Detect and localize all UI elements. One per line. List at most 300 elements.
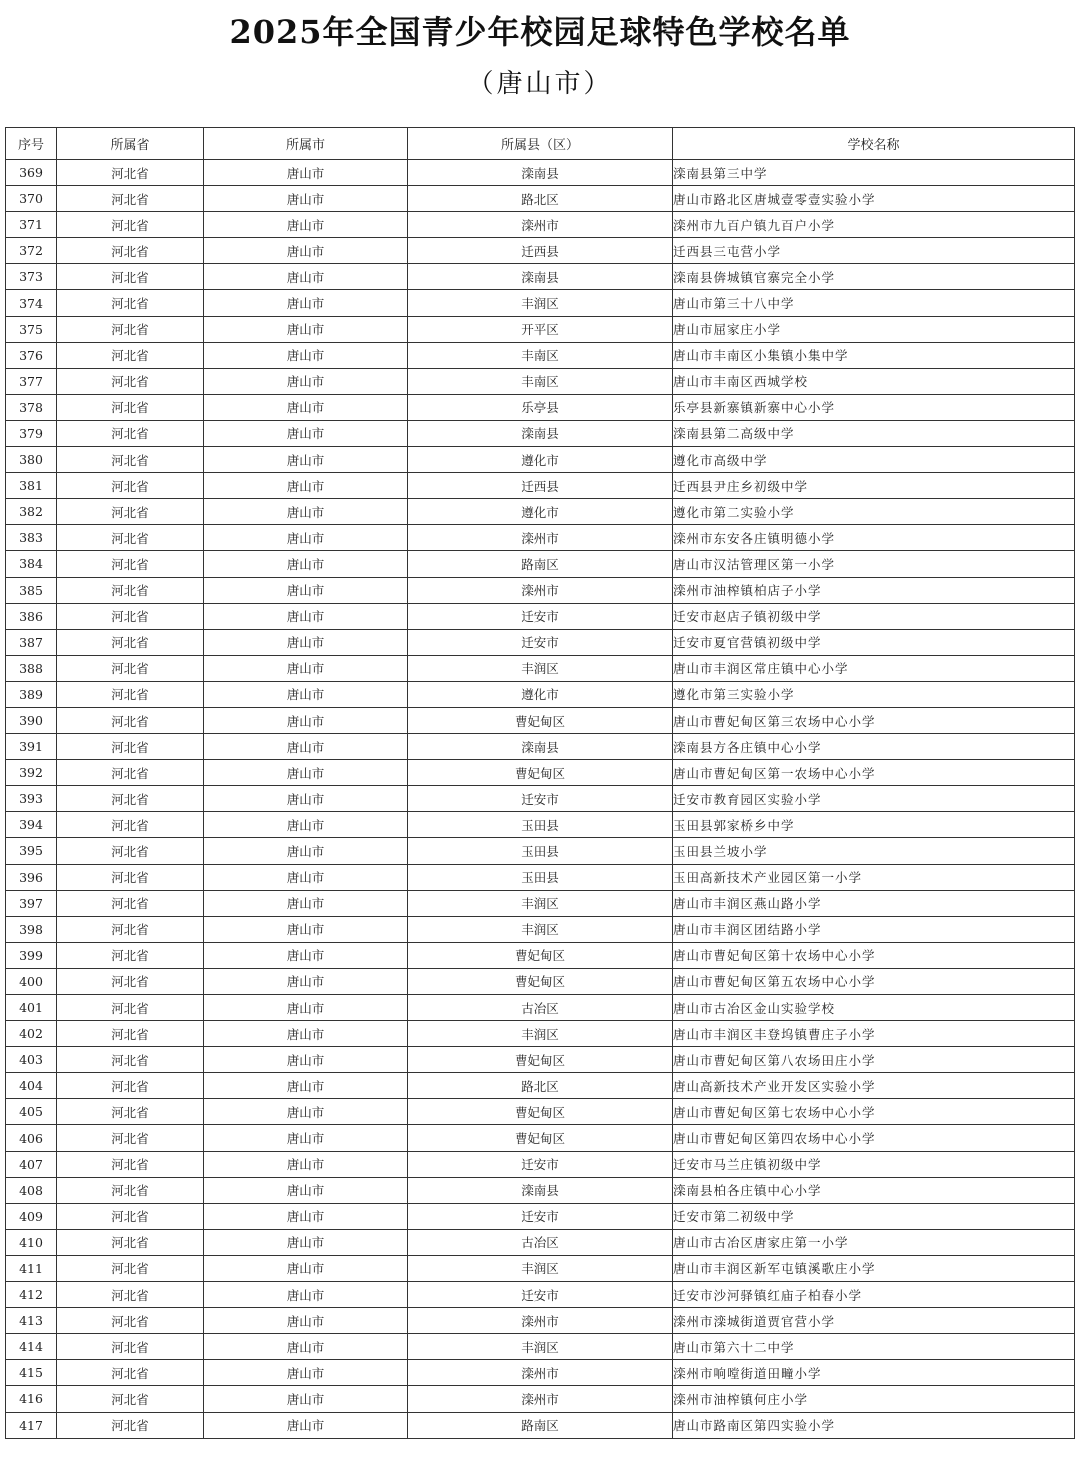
county-cell: 丰润区 [408, 1334, 673, 1360]
province-cell: 河北省 [57, 942, 204, 968]
school-name-cell: 唐山市曹妃甸区第五农场中心小学 [673, 968, 1075, 994]
city-cell: 唐山市 [204, 995, 408, 1021]
serial-number-cell: 404 [6, 1073, 57, 1099]
serial-number-cell: 378 [6, 394, 57, 420]
school-name-cell: 玉田高新技术产业园区第一小学 [673, 864, 1075, 890]
city-cell: 唐山市 [204, 1203, 408, 1229]
page-title: 2025年全国青少年校园足球特色学校名单 [229, 13, 851, 51]
school-list-table [5, 127, 1075, 1439]
province-cell: 河北省 [57, 1021, 204, 1047]
school-name-cell: 迁西县尹庄乡初级中学 [673, 473, 1075, 499]
county-cell: 曹妃甸区 [408, 1047, 673, 1073]
province-cell: 河北省 [57, 447, 204, 473]
province-cell: 河北省 [57, 1360, 204, 1386]
school-name-cell: 唐山市曹妃甸区第三农场中心小学 [673, 707, 1075, 733]
school-name-cell: 唐山市丰南区西城学校 [673, 368, 1075, 394]
county-cell: 滦南县 [408, 160, 673, 186]
header-city: 所属市 [204, 128, 408, 160]
city-cell: 唐山市 [204, 394, 408, 420]
province-cell: 河北省 [57, 160, 204, 186]
table-row [6, 1047, 1075, 1073]
city-cell: 唐山市 [204, 968, 408, 994]
school-name-cell: 唐山市丰润区团结路小学 [673, 916, 1075, 942]
table-row [6, 264, 1075, 290]
school-name-cell: 滦州市油榨镇何庄小学 [673, 1386, 1075, 1412]
table-row [6, 864, 1075, 890]
city-cell: 唐山市 [204, 1047, 408, 1073]
table-row [6, 995, 1075, 1021]
city-cell: 唐山市 [204, 447, 408, 473]
county-cell: 曹妃甸区 [408, 760, 673, 786]
city-cell: 唐山市 [204, 1125, 408, 1151]
table-row [6, 473, 1075, 499]
serial-number-cell: 379 [6, 420, 57, 446]
city-cell: 唐山市 [204, 1151, 408, 1177]
school-name-cell: 迁安市沙河驿镇红庙子柏春小学 [673, 1282, 1075, 1308]
province-cell: 河北省 [57, 734, 204, 760]
county-cell: 迁安市 [408, 1282, 673, 1308]
school-name-cell: 遵化市高级中学 [673, 447, 1075, 473]
city-cell: 唐山市 [204, 1021, 408, 1047]
county-cell: 滦南县 [408, 420, 673, 446]
county-cell: 滦州市 [408, 577, 673, 603]
table-row [6, 447, 1075, 473]
province-cell: 河北省 [57, 1203, 204, 1229]
province-cell: 河北省 [57, 838, 204, 864]
table-row [6, 238, 1075, 264]
serial-number-cell: 391 [6, 734, 57, 760]
page-subtitle: （唐山市） [467, 69, 613, 99]
city-cell: 唐山市 [204, 1282, 408, 1308]
county-cell: 迁安市 [408, 629, 673, 655]
serial-number-cell: 417 [6, 1412, 57, 1438]
school-name-cell: 迁安市赵店子镇初级中学 [673, 603, 1075, 629]
city-cell: 唐山市 [204, 577, 408, 603]
school-name-cell: 唐山市曹妃甸区第一农场中心小学 [673, 760, 1075, 786]
serial-number-cell: 414 [6, 1334, 57, 1360]
table-row [6, 342, 1075, 368]
table-row [6, 1229, 1075, 1255]
school-name-cell: 唐山市曹妃甸区第八农场田庄小学 [673, 1047, 1075, 1073]
school-name-cell: 唐山高新技术产业开发区实验小学 [673, 1073, 1075, 1099]
serial-number-cell: 369 [6, 160, 57, 186]
school-name-cell: 唐山市丰润区常庄镇中心小学 [673, 655, 1075, 681]
serial-number-cell: 385 [6, 577, 57, 603]
county-cell: 迁安市 [408, 786, 673, 812]
county-cell: 曹妃甸区 [408, 707, 673, 733]
city-cell: 唐山市 [204, 1334, 408, 1360]
county-cell: 遵化市 [408, 681, 673, 707]
county-cell: 乐亭县 [408, 394, 673, 420]
table-body [6, 160, 1075, 1439]
table-row [6, 707, 1075, 733]
school-name-cell: 迁西县三屯营小学 [673, 238, 1075, 264]
city-cell: 唐山市 [204, 1255, 408, 1281]
serial-number-cell: 383 [6, 525, 57, 551]
table-row [6, 968, 1075, 994]
county-cell: 丰润区 [408, 1255, 673, 1281]
table-row [6, 655, 1075, 681]
serial-number-cell: 400 [6, 968, 57, 994]
header-serial-number: 序号 [6, 128, 57, 160]
school-name-cell: 唐山市曹妃甸区第十农场中心小学 [673, 942, 1075, 968]
city-cell: 唐山市 [204, 1360, 408, 1386]
province-cell: 河北省 [57, 890, 204, 916]
city-cell: 唐山市 [204, 186, 408, 212]
school-name-cell: 遵化市第二实验小学 [673, 499, 1075, 525]
table-row [6, 499, 1075, 525]
province-cell: 河北省 [57, 499, 204, 525]
table-row [6, 1255, 1075, 1281]
province-cell: 河北省 [57, 707, 204, 733]
serial-number-cell: 394 [6, 812, 57, 838]
city-cell: 唐山市 [204, 1412, 408, 1438]
province-cell: 河北省 [57, 1334, 204, 1360]
county-cell: 遵化市 [408, 499, 673, 525]
school-name-cell: 滦州市油榨镇柏店子小学 [673, 577, 1075, 603]
header-province: 所属省 [57, 128, 204, 160]
county-cell: 丰润区 [408, 290, 673, 316]
serial-number-cell: 406 [6, 1125, 57, 1151]
city-cell: 唐山市 [204, 786, 408, 812]
serial-number-cell: 401 [6, 995, 57, 1021]
province-cell: 河北省 [57, 394, 204, 420]
serial-number-cell: 395 [6, 838, 57, 864]
header-county: 所属县（区） [408, 128, 673, 160]
county-cell: 丰润区 [408, 1021, 673, 1047]
serial-number-cell: 398 [6, 916, 57, 942]
school-name-cell: 唐山市丰南区小集镇小集中学 [673, 342, 1075, 368]
header-school-name: 学校名称 [673, 128, 1075, 160]
county-cell: 曹妃甸区 [408, 968, 673, 994]
table-row [6, 629, 1075, 655]
county-cell: 迁安市 [408, 1151, 673, 1177]
serial-number-cell: 380 [6, 447, 57, 473]
province-cell: 河北省 [57, 1177, 204, 1203]
school-name-cell: 滦州市滦城街道贾官营小学 [673, 1308, 1075, 1334]
province-cell: 河北省 [57, 1125, 204, 1151]
serial-number-cell: 405 [6, 1099, 57, 1125]
province-cell: 河北省 [57, 290, 204, 316]
county-cell: 迁安市 [408, 603, 673, 629]
county-cell: 曹妃甸区 [408, 1125, 673, 1151]
county-cell: 滦州市 [408, 525, 673, 551]
serial-number-cell: 392 [6, 760, 57, 786]
school-name-cell: 唐山市第六十二中学 [673, 1334, 1075, 1360]
county-cell: 迁安市 [408, 1203, 673, 1229]
serial-number-cell: 372 [6, 238, 57, 264]
city-cell: 唐山市 [204, 342, 408, 368]
city-cell: 唐山市 [204, 1308, 408, 1334]
serial-number-cell: 371 [6, 212, 57, 238]
school-name-cell: 滦州市响嘡街道田疃小学 [673, 1360, 1075, 1386]
serial-number-cell: 410 [6, 1229, 57, 1255]
county-cell: 迁西县 [408, 473, 673, 499]
school-name-cell: 玉田县兰坡小学 [673, 838, 1075, 864]
table-row [6, 186, 1075, 212]
county-cell: 丰南区 [408, 342, 673, 368]
serial-number-cell: 415 [6, 1360, 57, 1386]
school-name-cell: 滦州市东安各庄镇明德小学 [673, 525, 1075, 551]
serial-number-cell: 382 [6, 499, 57, 525]
serial-number-cell: 416 [6, 1386, 57, 1412]
province-cell: 河北省 [57, 1047, 204, 1073]
province-cell: 河北省 [57, 1282, 204, 1308]
city-cell: 唐山市 [204, 916, 408, 942]
school-name-cell: 唐山市第三十八中学 [673, 290, 1075, 316]
school-name-cell: 唐山市路北区唐城壹零壹实验小学 [673, 186, 1075, 212]
serial-number-cell: 407 [6, 1151, 57, 1177]
city-cell: 唐山市 [204, 629, 408, 655]
serial-number-cell: 412 [6, 1282, 57, 1308]
province-cell: 河北省 [57, 812, 204, 838]
city-cell: 唐山市 [204, 1099, 408, 1125]
serial-number-cell: 373 [6, 264, 57, 290]
province-cell: 河北省 [57, 603, 204, 629]
city-cell: 唐山市 [204, 942, 408, 968]
table-row [6, 577, 1075, 603]
province-cell: 河北省 [57, 1099, 204, 1125]
province-cell: 河北省 [57, 916, 204, 942]
province-cell: 河北省 [57, 212, 204, 238]
table-row [6, 368, 1075, 394]
county-cell: 古冶区 [408, 1229, 673, 1255]
table-row [6, 1334, 1075, 1360]
city-cell: 唐山市 [204, 707, 408, 733]
school-name-cell: 唐山市屈家庄小学 [673, 316, 1075, 342]
school-name-cell: 滦南县第三中学 [673, 160, 1075, 186]
table-row [6, 551, 1075, 577]
county-cell: 丰润区 [408, 655, 673, 681]
city-cell: 唐山市 [204, 551, 408, 577]
table-row [6, 890, 1075, 916]
school-name-cell: 唐山市古冶区唐家庄第一小学 [673, 1229, 1075, 1255]
table-row [6, 394, 1075, 420]
table-row [6, 1308, 1075, 1334]
serial-number-cell: 370 [6, 186, 57, 212]
county-cell: 玉田县 [408, 864, 673, 890]
county-cell: 路北区 [408, 1073, 673, 1099]
table-row [6, 1125, 1075, 1151]
table-row [6, 1360, 1075, 1386]
table-row [6, 838, 1075, 864]
province-cell: 河北省 [57, 1073, 204, 1099]
serial-number-cell: 377 [6, 368, 57, 394]
serial-number-cell: 388 [6, 655, 57, 681]
serial-number-cell: 390 [6, 707, 57, 733]
table-row [6, 1386, 1075, 1412]
city-cell: 唐山市 [204, 812, 408, 838]
school-name-cell: 玉田县郭家桥乡中学 [673, 812, 1075, 838]
city-cell: 唐山市 [204, 1386, 408, 1412]
school-name-cell: 唐山市丰润区新军屯镇溪歌庄小学 [673, 1255, 1075, 1281]
school-name-cell: 唐山市古冶区金山实验学校 [673, 995, 1075, 1021]
province-cell: 河北省 [57, 368, 204, 394]
province-cell: 河北省 [57, 629, 204, 655]
county-cell: 丰南区 [408, 368, 673, 394]
city-cell: 唐山市 [204, 420, 408, 446]
province-cell: 河北省 [57, 264, 204, 290]
county-cell: 玉田县 [408, 838, 673, 864]
province-cell: 河北省 [57, 864, 204, 890]
table-row [6, 525, 1075, 551]
school-name-cell: 滦南县方各庄镇中心小学 [673, 734, 1075, 760]
serial-number-cell: 413 [6, 1308, 57, 1334]
school-name-cell: 滦州市九百户镇九百户小学 [673, 212, 1075, 238]
province-cell: 河北省 [57, 1308, 204, 1334]
province-cell: 河北省 [57, 681, 204, 707]
table-row [6, 812, 1075, 838]
city-cell: 唐山市 [204, 655, 408, 681]
province-cell: 河北省 [57, 186, 204, 212]
school-name-cell: 滦南县柏各庄镇中心小学 [673, 1177, 1075, 1203]
table-row [6, 316, 1075, 342]
province-cell: 河北省 [57, 525, 204, 551]
table-row [6, 1412, 1075, 1438]
serial-number-cell: 393 [6, 786, 57, 812]
province-cell: 河北省 [57, 995, 204, 1021]
serial-number-cell: 396 [6, 864, 57, 890]
serial-number-cell: 376 [6, 342, 57, 368]
table-row [6, 1282, 1075, 1308]
province-cell: 河北省 [57, 551, 204, 577]
serial-number-cell: 403 [6, 1047, 57, 1073]
school-name-cell: 遵化市第三实验小学 [673, 681, 1075, 707]
school-name-cell: 唐山市路南区第四实验小学 [673, 1412, 1075, 1438]
province-cell: 河北省 [57, 1412, 204, 1438]
table-row [6, 1099, 1075, 1125]
serial-number-cell: 375 [6, 316, 57, 342]
serial-number-cell: 411 [6, 1255, 57, 1281]
serial-number-cell: 387 [6, 629, 57, 655]
serial-number-cell: 409 [6, 1203, 57, 1229]
table-row [6, 942, 1075, 968]
school-name-cell: 迁安市夏官营镇初级中学 [673, 629, 1075, 655]
serial-number-cell: 399 [6, 942, 57, 968]
province-cell: 河北省 [57, 473, 204, 499]
county-cell: 滦州市 [408, 1360, 673, 1386]
table-header-row [6, 128, 1075, 160]
table-row [6, 160, 1075, 186]
city-cell: 唐山市 [204, 238, 408, 264]
county-cell: 路南区 [408, 1412, 673, 1438]
county-cell: 迁西县 [408, 238, 673, 264]
city-cell: 唐山市 [204, 499, 408, 525]
city-cell: 唐山市 [204, 316, 408, 342]
city-cell: 唐山市 [204, 864, 408, 890]
table-row [6, 603, 1075, 629]
province-cell: 河北省 [57, 342, 204, 368]
province-cell: 河北省 [57, 1151, 204, 1177]
serial-number-cell: 386 [6, 603, 57, 629]
city-cell: 唐山市 [204, 212, 408, 238]
province-cell: 河北省 [57, 786, 204, 812]
city-cell: 唐山市 [204, 160, 408, 186]
table-row [6, 1021, 1075, 1047]
county-cell: 古冶区 [408, 995, 673, 1021]
city-cell: 唐山市 [204, 1177, 408, 1203]
city-cell: 唐山市 [204, 290, 408, 316]
table-row [6, 916, 1075, 942]
school-name-cell: 滦南县第二高级中学 [673, 420, 1075, 446]
school-name-cell: 唐山市曹妃甸区第四农场中心小学 [673, 1125, 1075, 1151]
city-cell: 唐山市 [204, 838, 408, 864]
table-row [6, 1177, 1075, 1203]
table-row [6, 786, 1075, 812]
city-cell: 唐山市 [204, 603, 408, 629]
province-cell: 河北省 [57, 760, 204, 786]
school-name-cell: 唐山市曹妃甸区第七农场中心小学 [673, 1099, 1075, 1125]
table-row [6, 1151, 1075, 1177]
table-row [6, 420, 1075, 446]
table-row [6, 290, 1075, 316]
province-cell: 河北省 [57, 1386, 204, 1412]
serial-number-cell: 381 [6, 473, 57, 499]
school-name-cell: 滦南县倴城镇官寨完全小学 [673, 264, 1075, 290]
county-cell: 丰润区 [408, 890, 673, 916]
school-name-cell: 迁安市马兰庄镇初级中学 [673, 1151, 1075, 1177]
province-cell: 河北省 [57, 655, 204, 681]
city-cell: 唐山市 [204, 890, 408, 916]
city-cell: 唐山市 [204, 681, 408, 707]
table-row [6, 1203, 1075, 1229]
city-cell: 唐山市 [204, 760, 408, 786]
school-name-cell: 唐山市丰润区燕山路小学 [673, 890, 1075, 916]
school-name-cell: 唐山市丰润区丰登坞镇曹庄子小学 [673, 1021, 1075, 1047]
county-cell: 滦州市 [408, 1308, 673, 1334]
county-cell: 滦南县 [408, 734, 673, 760]
table-row [6, 212, 1075, 238]
county-cell: 丰润区 [408, 916, 673, 942]
table-row [6, 1073, 1075, 1099]
city-cell: 唐山市 [204, 473, 408, 499]
serial-number-cell: 402 [6, 1021, 57, 1047]
school-name-cell: 迁安市教育园区实验小学 [673, 786, 1075, 812]
city-cell: 唐山市 [204, 264, 408, 290]
county-cell: 路北区 [408, 186, 673, 212]
county-cell: 曹妃甸区 [408, 942, 673, 968]
county-cell: 遵化市 [408, 447, 673, 473]
province-cell: 河北省 [57, 1255, 204, 1281]
province-cell: 河北省 [57, 968, 204, 994]
city-cell: 唐山市 [204, 368, 408, 394]
table-row [6, 760, 1075, 786]
county-cell: 曹妃甸区 [408, 1099, 673, 1125]
province-cell: 河北省 [57, 316, 204, 342]
city-cell: 唐山市 [204, 734, 408, 760]
county-cell: 滦南县 [408, 264, 673, 290]
serial-number-cell: 374 [6, 290, 57, 316]
city-cell: 唐山市 [204, 1073, 408, 1099]
serial-number-cell: 389 [6, 681, 57, 707]
province-cell: 河北省 [57, 420, 204, 446]
serial-number-cell: 408 [6, 1177, 57, 1203]
county-cell: 滦州市 [408, 1386, 673, 1412]
table-row [6, 681, 1075, 707]
province-cell: 河北省 [57, 577, 204, 603]
province-cell: 河北省 [57, 1229, 204, 1255]
province-cell: 河北省 [57, 238, 204, 264]
county-cell: 玉田县 [408, 812, 673, 838]
county-cell: 滦南县 [408, 1177, 673, 1203]
city-cell: 唐山市 [204, 1229, 408, 1255]
county-cell: 路南区 [408, 551, 673, 577]
city-cell: 唐山市 [204, 525, 408, 551]
school-name-cell: 乐亭县新寨镇新寨中心小学 [673, 394, 1075, 420]
serial-number-cell: 397 [6, 890, 57, 916]
table-row [6, 734, 1075, 760]
serial-number-cell: 384 [6, 551, 57, 577]
